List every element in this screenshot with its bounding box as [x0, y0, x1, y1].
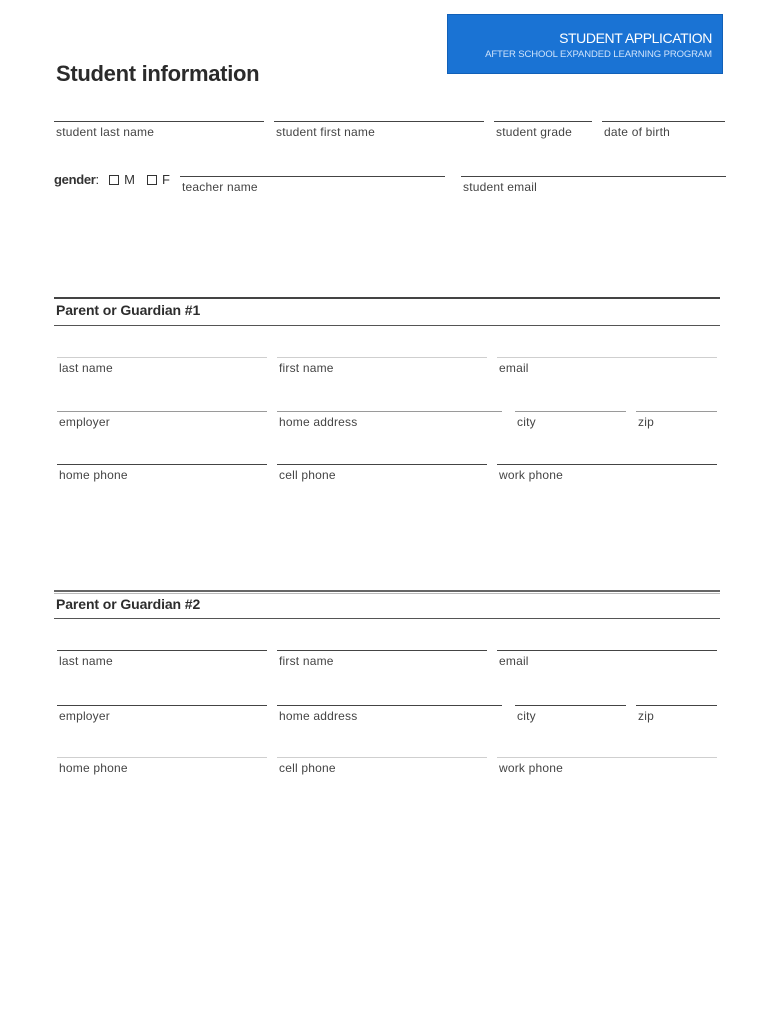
student-email-field[interactable] [461, 176, 726, 206]
guardian2-city-field[interactable] [515, 705, 626, 735]
guardian2-last-name-label: last name [59, 654, 113, 668]
guardian1-home-phone-label: home phone [59, 468, 128, 482]
gender-m-label: M [124, 172, 136, 187]
student-first-name-field[interactable] [274, 121, 484, 151]
guardian2-cell-phone-label: cell phone [279, 761, 336, 775]
guardian2-cell-phone-field[interactable] [277, 757, 487, 787]
guardian2-first-name-field[interactable] [277, 650, 487, 680]
student-email-label: student email [463, 180, 537, 194]
guardian1-bottom-rule [54, 325, 720, 326]
teacher-name-label: teacher name [182, 180, 258, 194]
student-first-name-label: student first name [276, 125, 375, 139]
guardian2-city-label: city [517, 709, 536, 723]
guardian1-city-field[interactable] [515, 411, 626, 441]
guardian1-employer-field[interactable] [57, 411, 267, 441]
guardian2-heading: Parent or Guardian #2 [56, 596, 201, 612]
guardian2-email-label: email [499, 654, 529, 668]
guardian1-city-label: city [517, 415, 536, 429]
gender-f-label: F [162, 172, 170, 187]
checkbox-f[interactable] [147, 175, 157, 185]
guardian1-first-name-field[interactable] [277, 357, 487, 387]
guardian2-address-field[interactable] [277, 705, 502, 735]
guardian1-zip-label: zip [638, 415, 654, 429]
guardian2-home-phone-field[interactable] [57, 757, 267, 787]
guardian1-heading: Parent or Guardian #1 [56, 302, 201, 318]
form-title: STUDENT APPLICATION [559, 30, 712, 46]
guardian1-last-name-label: last name [59, 361, 113, 375]
guardian2-first-name-label: first name [279, 654, 334, 668]
gender-label: gender [54, 172, 96, 187]
gender-group [54, 172, 180, 187]
guardian1-home-phone-field[interactable] [57, 464, 267, 494]
guardian1-last-name-field[interactable] [57, 357, 267, 387]
gender-colon: : [95, 172, 100, 187]
guardian1-top-rule [54, 297, 720, 299]
guardian2-employer-label: employer [59, 709, 110, 723]
date-of-birth-label: date of birth [604, 125, 670, 139]
guardian2-bottom-rule [54, 618, 720, 619]
guardian2-home-phone-label: home phone [59, 761, 128, 775]
guardian2-section-header [54, 590, 720, 619]
guardian1-employer-label: employer [59, 415, 110, 429]
guardian2-email-field[interactable] [497, 650, 717, 680]
guardian2-work-phone-label: work phone [499, 761, 564, 775]
guardian1-work-phone-field[interactable] [497, 464, 717, 494]
guardian1-address-label: home address [279, 415, 358, 429]
guardian2-zip-label: zip [638, 709, 654, 723]
guardian2-zip-field[interactable] [636, 705, 717, 735]
checkbox-m[interactable] [109, 175, 119, 185]
gender-option-m[interactable] [107, 172, 135, 187]
guardian1-zip-field[interactable] [636, 411, 717, 441]
header-banner [447, 14, 723, 74]
guardian1-work-phone-label: work phone [499, 468, 564, 482]
guardian1-section-header [54, 297, 720, 326]
guardian1-email-field[interactable] [497, 357, 717, 387]
guardian1-first-name-label: first name [279, 361, 334, 375]
student-grade-label: student grade [496, 125, 572, 139]
guardian2-last-name-field[interactable] [57, 650, 267, 680]
guardian2-work-phone-field[interactable] [497, 757, 717, 787]
form-subtitle: AFTER SCHOOL EXPANDED LEARNING PROGRAM [485, 49, 712, 60]
guardian1-email-label: email [499, 361, 529, 375]
guardian2-address-label: home address [279, 709, 358, 723]
guardian1-cell-phone-label: cell phone [279, 468, 336, 482]
guardian2-employer-field[interactable] [57, 705, 267, 735]
teacher-name-field[interactable] [180, 176, 445, 206]
student-grade-field[interactable] [494, 121, 592, 151]
guardian2-top-rule [54, 590, 720, 592]
student-section-title: Student information [56, 61, 260, 86]
guardian1-address-field[interactable] [277, 411, 502, 441]
date-of-birth-field[interactable] [602, 121, 725, 151]
student-last-name-label: student last name [56, 125, 155, 139]
gender-option-f[interactable] [145, 172, 170, 187]
student-last-name-field[interactable] [54, 121, 264, 151]
guardian2-top-rule-thin [54, 593, 720, 594]
guardian1-cell-phone-field[interactable] [277, 464, 487, 494]
